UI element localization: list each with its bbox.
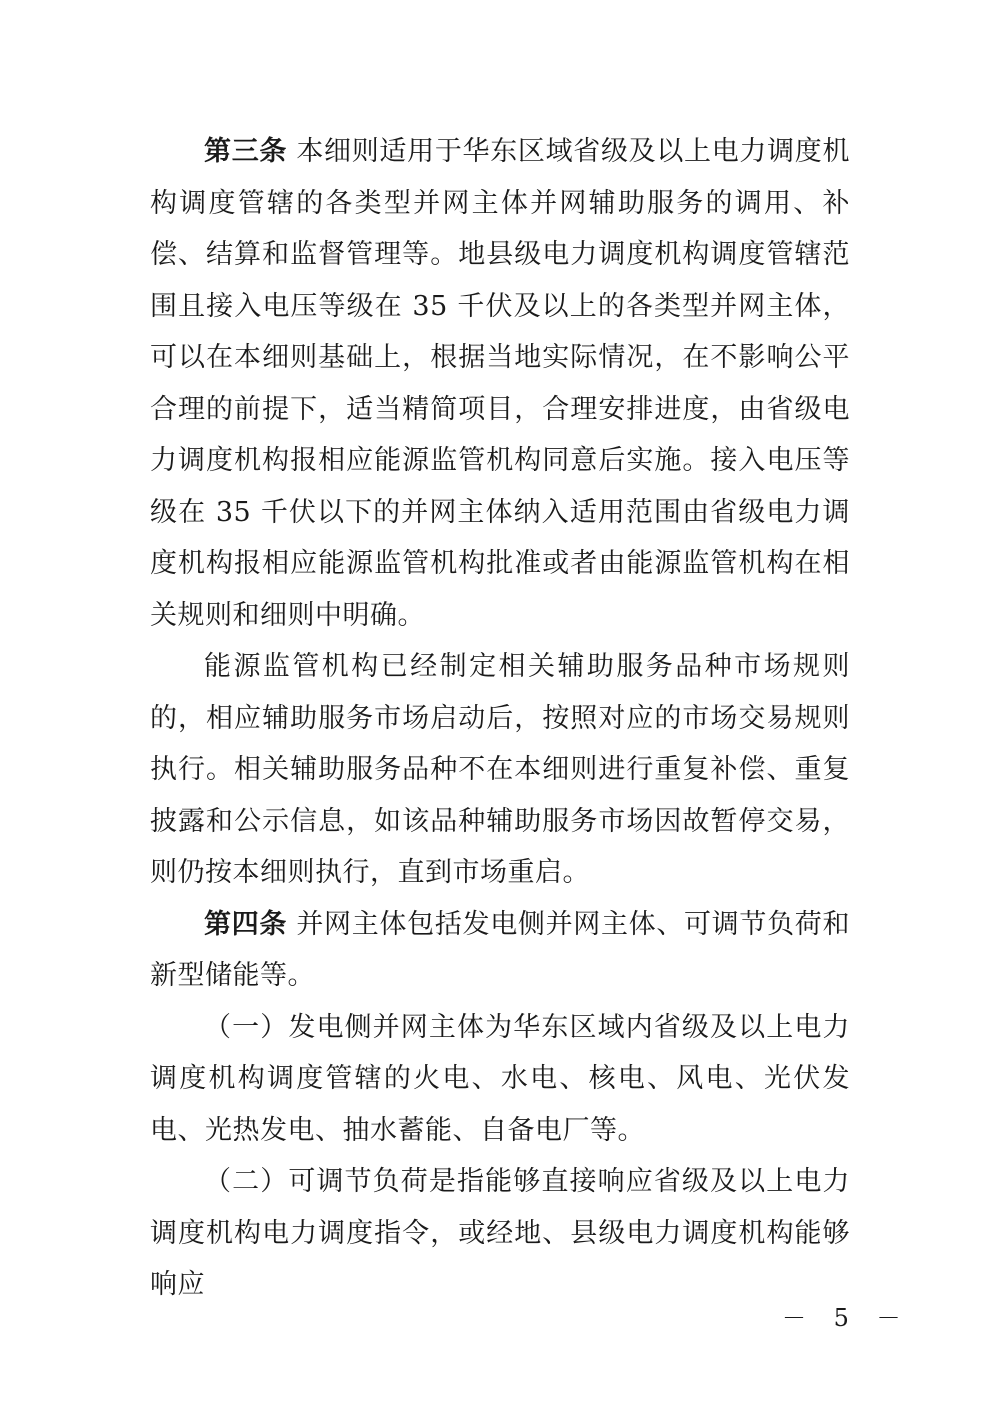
item-2-paragraph [150, 1156, 850, 1311]
article-3-paragraph [150, 126, 850, 641]
item-1-text: （一）发电侧并网主体为华东区域内省级及以上电力调度机构调度管辖的火电、水电、核电、风电、光伏发电、光热发电、抽水蓄能、自备电厂等。 [150, 1011, 850, 1146]
market-rules-text: 能源监管机构已经制定相关辅助服务品种市场规则的，相应辅助服务市场启动后，按照对应的市场交易规则执行。相关辅助服务品种不在本细则进行重复补偿、重复披露和公示信息，如该品种辅助服务市场因故暂停交易，则仍按本细则执行，直到市场重启。 [150, 651, 850, 888]
item-2-text: （二）可调节负荷是指能够直接响应省级及以上电力调度机构电力调度指令，或经地、县级电力调度机构能够响应 [150, 1166, 850, 1300]
item-1-paragraph [150, 1002, 850, 1157]
article-4-text: 并网主体包括发电侧并网主体、可调节负荷和新型储能等。 [150, 908, 850, 991]
page-number: － 5 － [782, 1304, 911, 1332]
market-rules-paragraph [150, 641, 850, 899]
article-4-heading: 第四条 [204, 908, 288, 940]
article-3-heading: 第三条 [204, 136, 288, 167]
article-3-text: 本细则适用于华东区域省级及以上电力调度机构调度管辖的各类型并网主体并网辅助服务的调用、补偿、结算和监督管理等。地县级电力调度机构调度管辖范围且接入电压等级在 35 千伏及以上的各类型并网主体，可以在本细则基础上，根据当地实际情况，在不影响公平合理的前提下，适当精简项目，合理安排进度，由省级电力调度机构报相应能源监管机构同意后实施。接入电压等级在 35 千伏以下的并网主体纳入适用范围由省级电力调度机构报相应能源监管机构批准或者由能源监管机构在相关规则和细则中明确。 [150, 136, 850, 631]
document-page [150, 126, 850, 1311]
article-4-paragraph [150, 899, 850, 1002]
